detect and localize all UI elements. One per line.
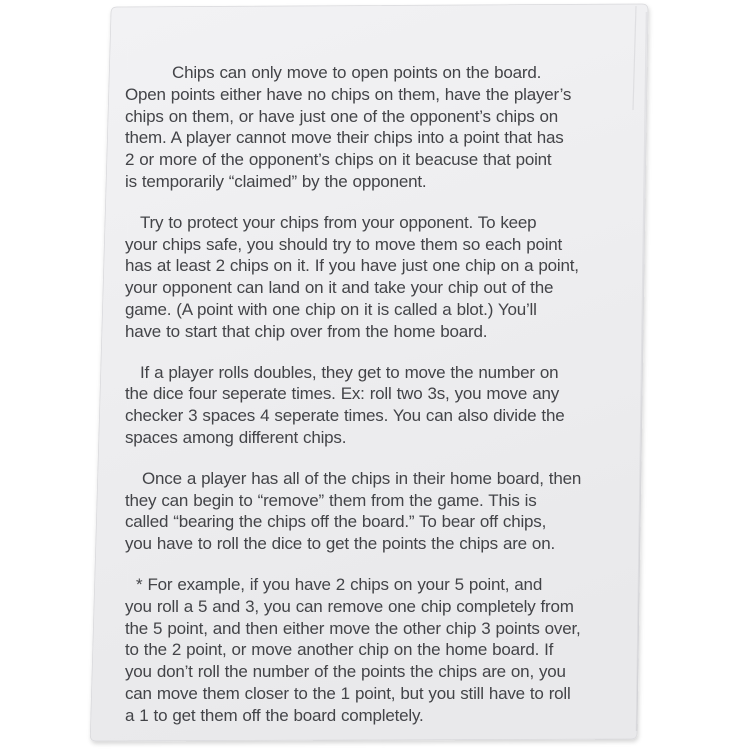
text-line: chips on them, or have just one of the opponent’s chips on: [125, 106, 559, 126]
text-line: them. A player cannot move their chips into a point that has: [125, 128, 564, 148]
card-text: [125, 62, 637, 727]
text-line: your chips safe, you should try to move them so each point: [125, 234, 563, 254]
paragraph-4: [125, 468, 637, 555]
text-line: has at least 2 chips on it. If you have just one chip on a point,: [125, 256, 579, 276]
text-line: Once a player has all of the chips in their home board, then: [142, 468, 582, 488]
text-line: you don’t roll the number of the points the chips are on, you: [125, 662, 566, 682]
paragraph-3: [125, 362, 637, 449]
text-line: spaces among different chips.: [125, 427, 347, 447]
text-line: Chips can only move to open points on the board.: [172, 63, 542, 82]
text-line: 2 or more of the opponent’s chips on it beacuse that point: [125, 150, 552, 170]
paragraph-5: [125, 574, 637, 727]
text-line: they can begin to “remove” them from the game. This is: [125, 490, 537, 510]
text-line: Open points either have no chips on them, have the player’s: [125, 84, 572, 104]
text-line: your opponent can land on it and take your chip out of the: [125, 278, 554, 298]
text-line: you roll a 5 and 3, you can remove one chip completely from: [125, 596, 574, 616]
text-line: to the 2 point, or move another chip on the home board. If: [125, 640, 554, 660]
text-line: checker 3 spaces 4 seperate times. You can also divide the: [125, 406, 565, 426]
text-line: the dice four seperate times. Ex: roll two 3s, you move any: [125, 384, 560, 404]
text-line: a 1 to get them off the board completely.: [125, 705, 424, 725]
text-line: game. (A point with one chip on it is called a blot.) You’ll: [125, 299, 537, 319]
text-line: the 5 point, and then either move the other chip 3 points over,: [125, 618, 581, 638]
text-line: * For example, if you have 2 chips on your 5 point, and: [136, 574, 543, 594]
text-line: If a player rolls doubles, they get to move the number on: [140, 362, 559, 382]
text-line: is temporarily “claimed” by the opponent.: [125, 171, 427, 191]
text-line: you have to roll the dice to get the points the chips are on.: [125, 534, 555, 554]
paragraph-1: [125, 62, 637, 193]
paragraph-2: [125, 212, 637, 343]
text-line: have to start that chip over from the home board.: [125, 321, 488, 341]
text-line: called “bearing the chips off the board.” To bear off chips,: [125, 512, 547, 532]
text-line: can move them closer to the 1 point, but you still have to roll: [125, 683, 571, 703]
text-line: Try to protect your chips from your opponent. To keep: [140, 212, 537, 232]
